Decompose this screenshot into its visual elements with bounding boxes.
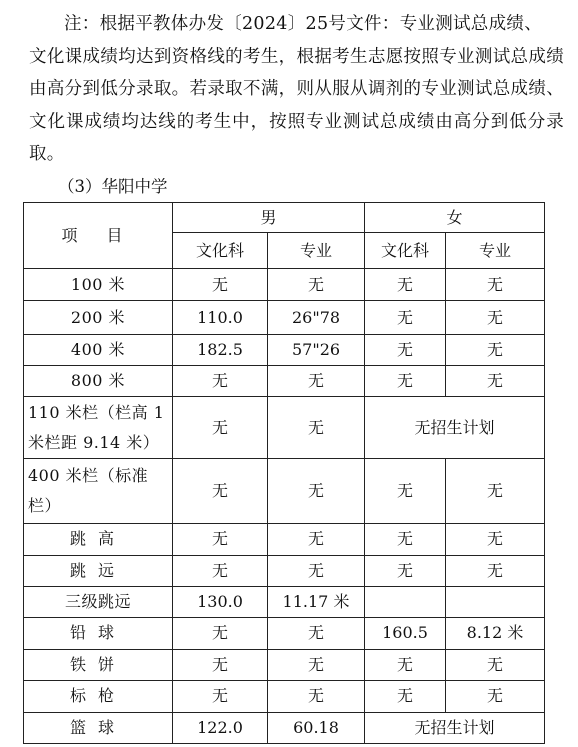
male-special-cell: 无	[268, 366, 365, 397]
male-culture-cell: 无	[173, 366, 268, 397]
male-culture-cell: 130.0	[173, 586, 268, 617]
female-culture-cell: 无	[365, 269, 446, 301]
row-item	[24, 680, 173, 712]
row-item: 400 米栏（标准栏）	[24, 459, 173, 523]
female-culture-cell: 无	[365, 459, 446, 523]
table-row	[24, 617, 545, 649]
table-row	[24, 586, 545, 617]
female-special-cell: 无	[446, 459, 545, 523]
male-culture-cell: 无	[173, 523, 268, 555]
female-culture-cell: 无	[365, 523, 446, 555]
male-special-cell: 无	[268, 680, 365, 712]
male-special-cell: 60.18	[268, 712, 365, 743]
male-special-cell: 无	[268, 459, 365, 523]
row-item-label: 跳高	[69, 529, 126, 549]
row-item	[24, 649, 173, 680]
male-special-cell: 57"26	[268, 335, 365, 366]
male-special-cell: 无	[268, 617, 365, 649]
female-special-cell: 无	[446, 649, 545, 680]
female-special-cell: 无	[446, 301, 545, 335]
header-item-label: 项 目	[61, 225, 135, 245]
row-item	[24, 555, 173, 586]
female-special-cell: 无	[446, 269, 545, 301]
female-culture-cell: 无	[365, 335, 446, 366]
header-male-culture: 文化科	[173, 233, 268, 269]
male-special-cell: 无	[268, 269, 365, 301]
row-item	[24, 617, 173, 649]
female-special-cell: 无	[446, 366, 545, 397]
row-item: 400 米	[24, 335, 173, 366]
male-special-cell: 无	[268, 555, 365, 586]
header-male-special: 专业	[268, 233, 365, 269]
male-special-cell: 无	[268, 523, 365, 555]
note-body: 文化课成绩均达到资格线的考生，根据考生志愿按照专业测试总成绩由高分到低分录取。若录取不满，则从服从调剂的专业测试总成绩、文化课成绩均达线的考生中，按照专业测试总成绩由高分到低分录取。	[29, 46, 564, 165]
male-culture-cell: 无	[173, 617, 268, 649]
female-special-cell: 8.12 米	[446, 617, 545, 649]
row-item-label: 铅球	[69, 623, 126, 643]
male-special-cell: 无	[268, 649, 365, 680]
header-female-culture: 文化科	[365, 233, 446, 269]
table-row	[24, 649, 545, 680]
note-first-line: 注：根据平教体办发〔2024〕25号文件：专业测试总成绩、	[64, 14, 543, 34]
table-row	[24, 523, 545, 555]
header-item	[24, 203, 173, 269]
male-culture-cell: 无	[173, 269, 268, 301]
table-row	[24, 301, 545, 335]
female-culture-cell: 无	[365, 366, 446, 397]
admission-note	[29, 8, 564, 171]
row-item	[24, 523, 173, 555]
male-culture-cell: 无	[173, 649, 268, 680]
row-item	[24, 712, 173, 743]
female-no-plan-cell: 无招生计划	[365, 712, 545, 743]
table-row	[24, 712, 545, 743]
female-culture-cell: 无	[365, 555, 446, 586]
section-title: （3）华阳中学	[58, 177, 168, 196]
table-row	[24, 680, 545, 712]
male-special-cell: 无	[268, 397, 365, 459]
row-item-label: 标枪	[69, 686, 126, 706]
male-culture-cell: 无	[173, 459, 268, 523]
male-culture-cell: 110.0	[173, 301, 268, 335]
male-culture-cell: 无	[173, 555, 268, 586]
header-male: 男	[173, 203, 365, 233]
male-culture-cell: 182.5	[173, 335, 268, 366]
female-special-cell: 无	[446, 680, 545, 712]
table-row	[24, 555, 545, 586]
table-row	[24, 397, 545, 459]
admission-score-table	[23, 202, 545, 744]
male-culture-cell: 无	[173, 680, 268, 712]
male-special-cell: 11.17 米	[268, 586, 365, 617]
female-special-cell	[446, 586, 545, 617]
row-item: 800 米	[24, 366, 173, 397]
row-item-label: 篮球	[69, 717, 126, 737]
row-item: 200 米	[24, 301, 173, 335]
row-item: 三级跳远	[24, 586, 173, 617]
female-no-plan-cell: 无招生计划	[365, 397, 545, 459]
female-special-cell: 无	[446, 555, 545, 586]
female-culture-cell: 无	[365, 649, 446, 680]
female-culture-cell: 无	[365, 301, 446, 335]
row-item-label: 铁饼	[69, 654, 126, 674]
row-item-label: 跳远	[69, 560, 126, 580]
table-row	[24, 269, 545, 301]
table-row	[24, 366, 545, 397]
male-culture-cell: 无	[173, 397, 268, 459]
female-culture-cell: 无	[365, 680, 446, 712]
male-culture-cell: 122.0	[173, 712, 268, 743]
female-culture-cell	[365, 586, 446, 617]
female-special-cell: 无	[446, 523, 545, 555]
row-item: 100 米	[24, 269, 173, 301]
female-special-cell: 无	[446, 335, 545, 366]
table-row	[24, 335, 545, 366]
header-female-special: 专业	[446, 233, 545, 269]
male-special-cell: 26"78	[268, 301, 365, 335]
table-row	[24, 459, 545, 523]
female-culture-cell: 160.5	[365, 617, 446, 649]
header-row-gender	[24, 203, 545, 233]
header-female: 女	[365, 203, 545, 233]
row-item: 110 米栏（栏高 1 米栏距 9.14 米）	[24, 397, 173, 459]
